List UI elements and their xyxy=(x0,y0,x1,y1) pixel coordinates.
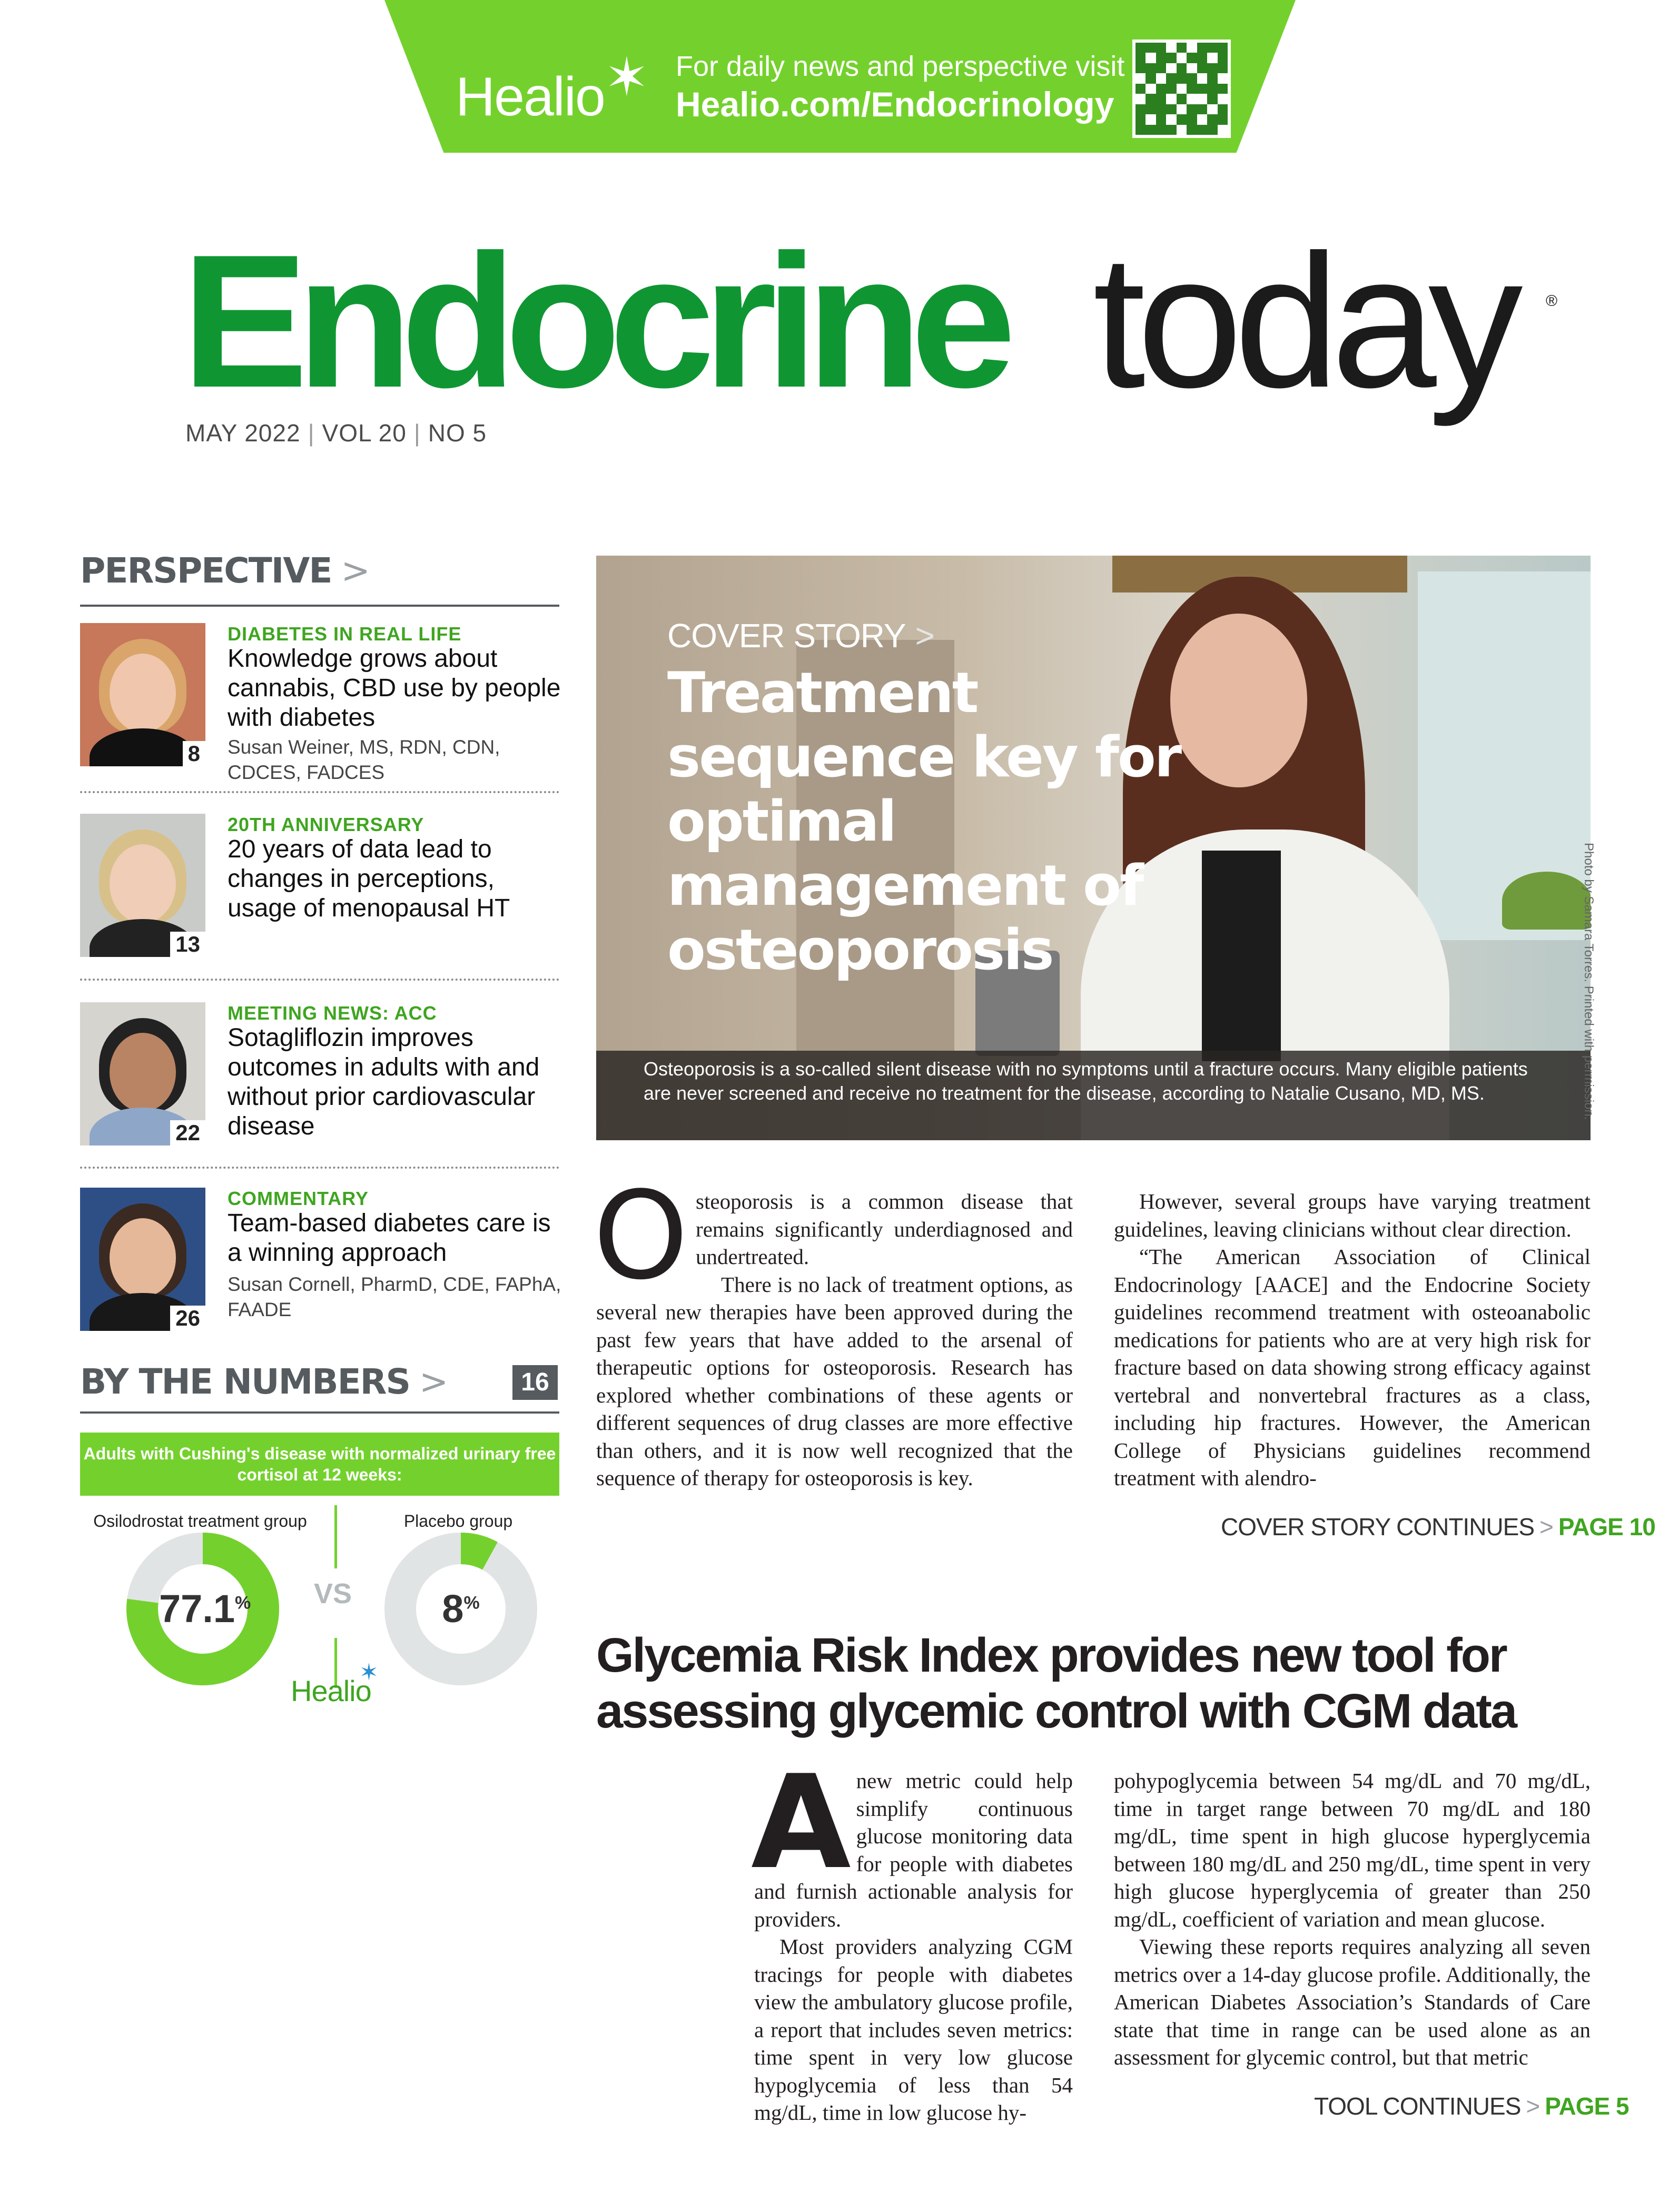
dotted-divider xyxy=(80,791,559,793)
dotted-divider xyxy=(80,1167,559,1169)
issue-volume: VOL 20 xyxy=(322,419,407,447)
paragraph: Viewing these reports requires analyzing all seven metrics over a 14-day glucose profile. Additionally, the American Diabetes Association’s Standards of Care state that time in range can be used alone as an assessment for glycemic control, but that metric xyxy=(1114,1934,1591,2069)
legend-placebo: Placebo group xyxy=(403,1512,513,1530)
author-photo xyxy=(80,1188,205,1331)
vs-divider xyxy=(334,1505,337,1568)
cover-story-kicker: COVER STORY > xyxy=(667,617,934,655)
perspective-heading[interactable]: PERSPECTIVE > xyxy=(80,550,369,591)
photo-caption: Osteoporosis is a so-called silent disease with no symptoms until a fracture occurs. Many eligible patients are never screened and receive no treatment for the disease, according to Natalie Cusano, MD, MS. xyxy=(596,1051,1591,1140)
paragraph: pohypoglycemia between 54 mg/dL and 70 mg/dL, time in target range between 70 mg/dL and 180 mg/dL, time spent in high glucose hyperglycemia between 180 mg/dL and 250 mg/dL, time spent in very high glucose hyperglycemia of greater than 250 mg/dL, coefficient of variation and mean glucose. xyxy=(1114,1769,1591,1931)
page-number: 8 xyxy=(183,741,205,766)
photo-credit: Photo by Samara Torres. Printed with permission. xyxy=(1582,843,1596,1120)
item-title[interactable]: 20 years of data lead to changes in perceptions, usage of menopausal HT xyxy=(228,835,510,922)
item-title[interactable]: Sotagliflozin improves outcomes in adults with and without prior cardiovascular disease xyxy=(228,1024,540,1140)
perspective-item[interactable] xyxy=(80,814,559,972)
healio-logo[interactable]: Healio xyxy=(456,66,605,127)
chevron-right-icon: > xyxy=(1539,1513,1553,1540)
healio-logo-small: Healio xyxy=(291,1674,371,1707)
chevron-right-icon: > xyxy=(419,1361,448,1402)
separator: | xyxy=(413,419,421,447)
drop-cap: A xyxy=(751,1747,851,1898)
item-title[interactable]: Knowledge grows about cannabis, CBD use by people with diabetes xyxy=(228,645,561,732)
dotted-divider xyxy=(80,979,559,981)
author-photo xyxy=(80,814,205,957)
author-photo xyxy=(80,623,205,766)
item-byline: Susan Weiner, MS, RDN, CDN, CDCES, FADCES xyxy=(228,736,500,783)
cover-story-column-1 xyxy=(593,1166,1073,1492)
item-byline: Susan Cornell, PharmD, CDE, FAPhA, FAADE xyxy=(228,1273,561,1320)
cover-story-column-2 xyxy=(1114,1188,1591,1492)
section-rule xyxy=(80,605,559,607)
registered-mark: ® xyxy=(1546,292,1558,310)
paragraph: However, several groups have varying treatment guidelines, leaving clinicians without clear direction. xyxy=(1114,1189,1591,1241)
perspective-item[interactable] xyxy=(80,623,559,781)
chart-title: Adults with Cushing's disease with normalized urinary free cortisol at 12 weeks: xyxy=(80,1433,559,1496)
issue-number: NO 5 xyxy=(428,419,487,447)
item-kicker: COMMENTARY xyxy=(228,1188,369,1209)
page-number-badge: 16 xyxy=(512,1365,558,1400)
issue-month: MAY 2022 xyxy=(185,419,301,447)
article-column-1 xyxy=(751,1747,1073,2127)
chevron-right-icon: > xyxy=(915,617,934,655)
item-kicker: DIABETES IN REAL LIFE xyxy=(228,623,462,645)
separator: | xyxy=(308,419,315,447)
cover-story-title[interactable]: Treatment sequence key for optimal management of osteoporosis xyxy=(667,660,1181,982)
perspective-item[interactable] xyxy=(80,1002,559,1160)
drop-cap: O xyxy=(593,1166,689,1307)
data-label-osilodrostat: 77.1% xyxy=(159,1587,251,1631)
item-kicker: MEETING NEWS: ACC xyxy=(228,1002,437,1024)
masthead-title-endocrine: Endocrine xyxy=(182,215,1005,427)
perspective-item[interactable] xyxy=(80,1188,559,1346)
item-kicker: 20TH ANNIVERSARY xyxy=(228,814,424,835)
page-number: 22 xyxy=(170,1120,205,1146)
paragraph: new metric could help simplify continuous glucose monitoring data for people with diabetes and furnish actionable analysis for providers. xyxy=(754,1769,1073,1931)
author-photo xyxy=(80,1002,205,1146)
page-number: 26 xyxy=(170,1306,205,1331)
legend-osilodrostat: Osilodrostat treatment group xyxy=(93,1512,307,1530)
data-label-placebo: 8% xyxy=(442,1587,480,1631)
issue-info xyxy=(185,419,487,447)
continued-link[interactable]: COVER STORY CONTINUES > PAGE 10 xyxy=(1221,1513,1655,1540)
vs-label: VS xyxy=(314,1578,352,1609)
star-icon: ✶ xyxy=(605,48,649,107)
by-the-numbers-heading[interactable]: BY THE NUMBERS > xyxy=(80,1361,448,1402)
star-icon: ✶ xyxy=(359,1660,379,1685)
chevron-right-icon: > xyxy=(1526,2092,1540,2120)
masthead-title-today: today xyxy=(1093,215,1515,427)
article-column-2 xyxy=(1114,1767,1591,2071)
continued-link[interactable]: TOOL CONTINUES > PAGE 5 xyxy=(1314,2092,1629,2120)
page-number: 13 xyxy=(170,932,205,957)
paragraph: Most providers analyzing CGM tracings for people with diabetes view the ambulatory glucose profile, a report that includes seven metrics: time spent in very low glucose hypoglycemia of less than 54 mg/dL, time in low glucose hy- xyxy=(754,1934,1073,2125)
article-headline[interactable]: Glycemia Risk Index provides new tool for assessing glycemic control with CGM data xyxy=(596,1628,1516,1738)
paragraph: steoporosis is a common disease that remains significantly underdiagnosed and undertreated. xyxy=(696,1189,1073,1269)
paragraph: There is no lack of treatment options, as several new therapies have been approved during the past few years that have added to the arsenal of therapeutic options for osteoporosis. Research has explored whether combinations of these agents or different sequences of drug classes are more effective than others, and it is now well recognized that the sequence of therapy for osteoporosis is key. xyxy=(596,1272,1073,1490)
banner-tagline: For daily news and perspective visit xyxy=(676,51,1125,82)
qr-code-icon[interactable] xyxy=(1132,39,1231,138)
item-title[interactable]: Team-based diabetes care is a winning approach xyxy=(228,1209,551,1267)
banner-url-link[interactable]: Healio.com/Endocrinology xyxy=(676,85,1114,124)
chevron-right-icon: > xyxy=(341,550,369,591)
paragraph: “The American Association of Clinical Endocrinology [AACE] and the Endocrine Society guidelines recommend treatment with osteoanabolic medications for patients who are at very high risk for fracture based on data showing strong efficacy against vertebral and nonvertebral fractures as a class, including hip fractures. However, the American College of Physicians guidelines recommend treatment with alendro- xyxy=(1114,1245,1591,1490)
section-rule xyxy=(80,1411,559,1414)
